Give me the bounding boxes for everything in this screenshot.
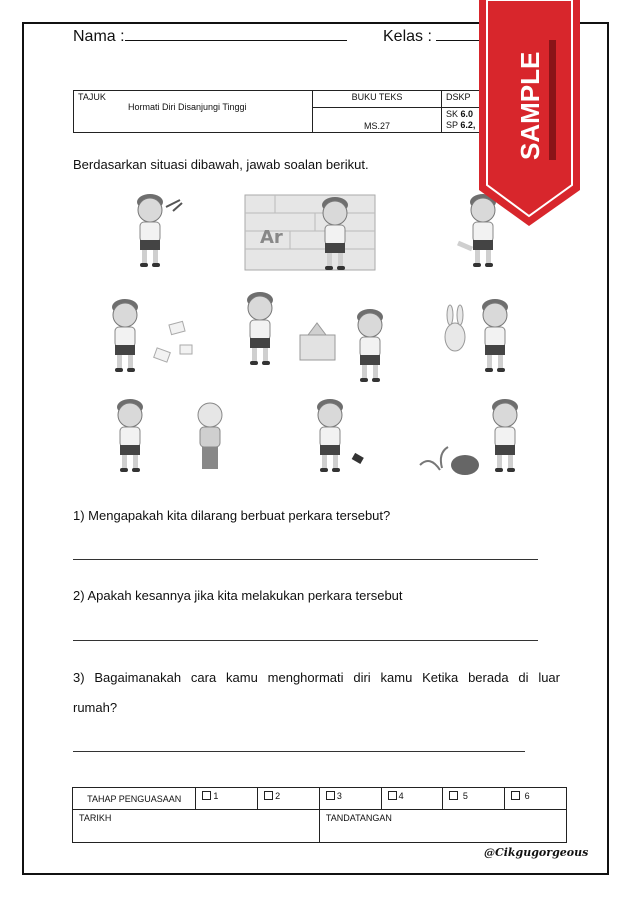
mastery-level-1[interactable]: 1 xyxy=(196,788,258,810)
sample-watermark-text: SAMPLE xyxy=(515,51,545,160)
question-3-line-2: rumah? xyxy=(73,700,118,715)
mastery-label: TAHAP PENGUASAAN xyxy=(73,788,196,810)
checkbox-icon[interactable] xyxy=(388,791,397,800)
boy-vandalizing-wall-icon xyxy=(245,195,375,270)
sk-label: SK xyxy=(446,109,459,119)
mastery-level-6[interactable]: 6 xyxy=(505,788,567,810)
mastery-level-4[interactable]: 4 xyxy=(381,788,443,810)
boy-kicking-sandcastle-icon xyxy=(247,292,383,382)
date-cell[interactable] xyxy=(73,810,320,843)
checkbox-icon[interactable] xyxy=(202,791,211,800)
topic-value: Hormati Diri Disanjungi Tinggi xyxy=(128,102,247,112)
textbook-page: MS.27 xyxy=(313,108,442,133)
author-signature: @Cikgugorgeous xyxy=(484,846,589,859)
svg-text:Ar: Ar xyxy=(260,227,283,248)
signature-cell[interactable] xyxy=(319,810,566,843)
name-input-line[interactable] xyxy=(125,26,347,41)
info-table xyxy=(73,90,523,133)
answer-line-3[interactable] xyxy=(73,751,525,752)
date-label: TARIKH xyxy=(79,813,112,823)
sample-ribbon xyxy=(479,0,580,226)
mastery-level-3[interactable]: 3 xyxy=(319,788,381,810)
boy-pulling-rabbit-toy-icon xyxy=(445,299,508,372)
boy-bullying-friend-icon xyxy=(117,399,222,472)
topic-cell xyxy=(74,91,313,133)
boy-kicking-flowerpot-icon xyxy=(420,399,518,475)
sp-label: SP xyxy=(446,120,458,130)
instruction-text: Berdasarkan situasi dibawah, jawab soalan berikut. xyxy=(73,157,369,172)
boy-dropping-litter-icon xyxy=(317,399,364,472)
checkbox-icon[interactable] xyxy=(449,791,458,800)
checkbox-icon[interactable] xyxy=(511,791,520,800)
mastery-level-2[interactable]: 2 xyxy=(258,788,320,810)
textbook-label: BUKU TEKS xyxy=(313,91,442,108)
name-label: Nama : xyxy=(73,28,125,45)
dskp-label: DSKP xyxy=(442,91,523,108)
boy-with-slingshot-icon xyxy=(137,194,182,267)
answer-line-1[interactable] xyxy=(73,559,538,560)
class-field xyxy=(383,26,486,46)
sk-value: 6.0 xyxy=(460,109,474,119)
class-label: Kelas : xyxy=(383,28,432,45)
boy-littering-papers-icon xyxy=(112,299,192,372)
question-3-line-1: 3) Bagaimanakah cara kamu menghormati diri kamu Ketika berada di luar xyxy=(73,670,560,685)
checkbox-icon[interactable] xyxy=(264,791,273,800)
topic-label: TAJUK xyxy=(78,92,106,102)
question-2: 2) Apakah kesannya jika kita melakukan perkara tersebut xyxy=(73,588,403,603)
checkbox-icon[interactable] xyxy=(326,791,335,800)
signature-label: TANDATANGAN xyxy=(325,813,392,823)
mastery-level-5[interactable]: 5 xyxy=(443,788,505,810)
answer-line-2[interactable] xyxy=(73,640,538,641)
name-field xyxy=(73,26,347,46)
footer-table xyxy=(72,787,567,843)
question-1: 1) Mengapakah kita dilarang berbuat perkara tersebut? xyxy=(73,508,391,523)
sp-value: 6.2, xyxy=(460,120,476,130)
illustrations-grid xyxy=(70,185,570,490)
